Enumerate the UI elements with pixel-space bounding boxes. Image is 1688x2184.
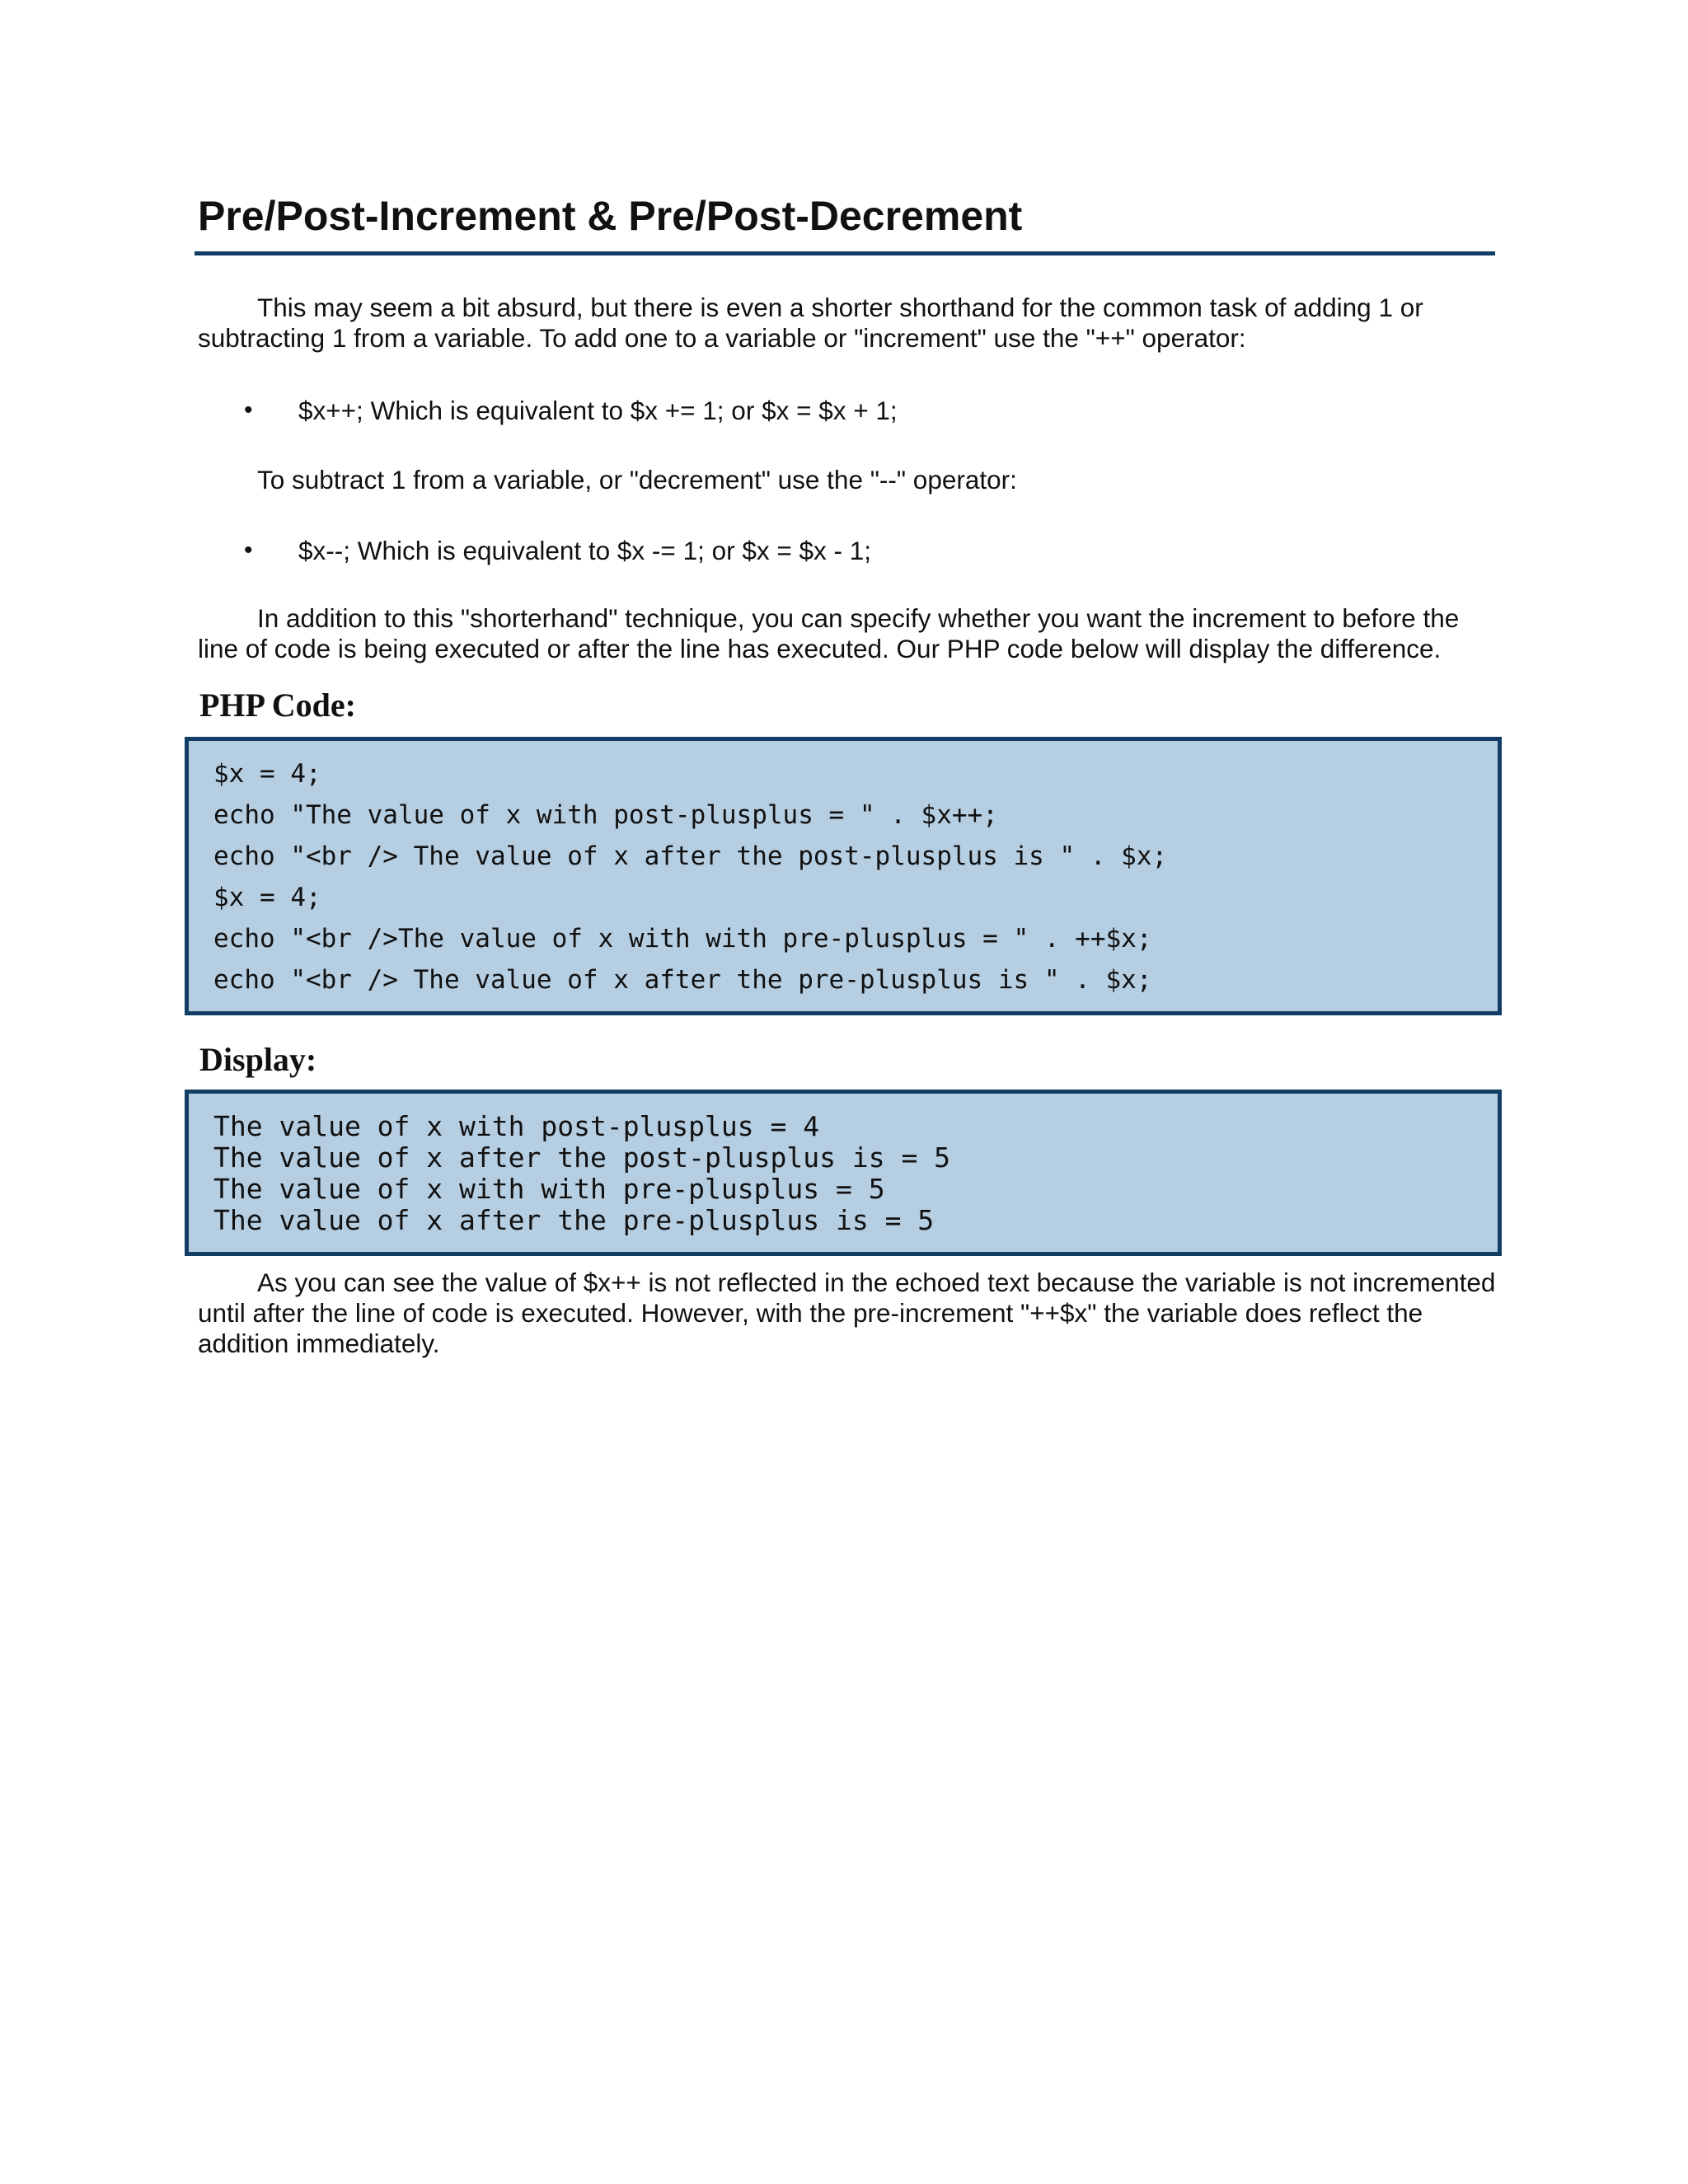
display-block xyxy=(185,1090,1502,1256)
code-block xyxy=(185,737,1502,1015)
code-line: $x = 4; xyxy=(213,883,321,912)
code-line: echo "<br />The value of x with with pre-plusplus = " . ++$x; xyxy=(213,924,1152,954)
decrement-intro: To subtract 1 from a variable, or "decrement" use the "--" operator: xyxy=(257,465,1017,494)
display-line: The value of x after the post-plusplus is = 5 xyxy=(213,1141,951,1174)
intro-paragraph: This may seem a bit absurd, but there is even a shorter shorthand for the common task of adding 1 or subtracting 1 from a variable. To add one to a variable or "increment" use the "++" operator: xyxy=(198,293,1423,353)
code-line: $x = 4; xyxy=(213,759,321,789)
bullet-icon: • xyxy=(244,537,253,564)
addition-paragraph: In addition to this "shorterhand" technique, you can specify whether you want the increment to before the line of code is being executed or after the line has executed. Our PHP code below will display the difference. xyxy=(198,603,1460,663)
list-item-text: $x++; Which is equivalent to $x += 1; or $x = $x + 1; xyxy=(298,396,898,425)
code-heading: PHP Code: xyxy=(199,687,356,724)
bullet-icon: • xyxy=(244,396,253,424)
display-line: The value of x with with pre-plusplus = 5 xyxy=(213,1173,885,1205)
code-line: echo "<br /> The value of x after the post-plusplus is " . $x; xyxy=(213,841,1168,871)
page-title: Pre/Post-Increment & Pre/Post-Decrement xyxy=(198,193,1023,239)
display-heading: Display: xyxy=(199,1041,317,1078)
code-line: echo "<br /> The value of x after the pre-plusplus is " . $x; xyxy=(213,965,1152,995)
conclusion-paragraph: As you can see the value of $x++ is not reflected in the echoed text because the variable is not incremented until after the line of code is executed. However, with the pre-increment "++$x" the variable does reflect the addition immediately. xyxy=(198,1268,1496,1358)
title-underline xyxy=(195,251,1495,255)
display-line: The value of x after the pre-plusplus is = 5 xyxy=(213,1204,935,1236)
display-line: The value of x with post-plusplus = 4 xyxy=(213,1110,820,1142)
list-item-text: $x--; Which is equivalent to $x -= 1; or $x = $x - 1; xyxy=(298,536,872,565)
code-line: echo "The value of x with post-plusplus = " . $x++; xyxy=(213,800,998,830)
